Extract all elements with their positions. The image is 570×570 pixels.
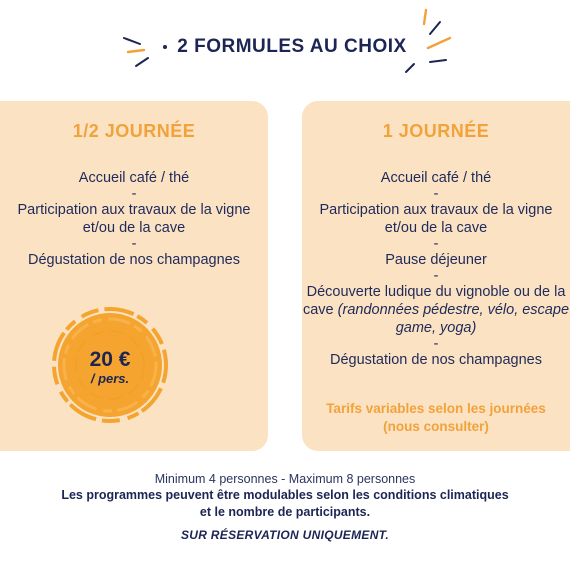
full-day-card — [302, 101, 570, 451]
price-unit: / pers. — [90, 371, 130, 386]
page-title — [0, 36, 570, 58]
half-day-program — [0, 169, 268, 269]
reservation-text: SUR RÉSERVATION UNIQUEMENT. — [180, 528, 390, 542]
full-day-program — [302, 169, 570, 369]
list-item-extra: (randonnées pédestre, vélo, escape game, yoga) — [337, 302, 570, 336]
price-label — [50, 349, 170, 387]
list-item-text: Découverte ludique du vignoble ou de la cave — [302, 284, 566, 318]
group-size-text: Minimum 4 personnes - Maximum 8 personnes — [154, 472, 416, 486]
separator: - — [131, 186, 137, 202]
bullet-dot — [163, 45, 167, 49]
conditions-text: et le nombre de participants. — [199, 505, 371, 519]
footer — [0, 471, 570, 542]
pricing-note-line: Tarifs variables selon les journées — [326, 401, 546, 416]
list-item: Pause déjeuner — [385, 252, 487, 268]
half-day-card — [0, 101, 268, 451]
list-item: Dégustation de nos champagnes — [27, 252, 240, 268]
separator: - — [433, 268, 439, 284]
pricing-note — [302, 400, 570, 436]
page-title-text: 2 FORMULES AU CHOIX — [177, 36, 407, 57]
separator: - — [433, 186, 439, 202]
separator: - — [433, 336, 439, 352]
separator: - — [131, 236, 137, 252]
price-value: 20 € — [89, 348, 131, 371]
list-item: Participation aux travaux de la vigne et/ou de la cave — [319, 202, 553, 236]
list-item: Accueil café / thé — [78, 170, 190, 186]
half-day-title: 1/2 JOURNÉE — [72, 121, 196, 141]
separator: - — [433, 236, 439, 252]
list-item: Accueil café / thé — [380, 170, 492, 186]
list-item: Dégustation de nos champagnes — [329, 352, 542, 368]
pricing-note-line: (nous consulter) — [383, 419, 489, 434]
conditions-text: Les programmes peuvent être modulables selon les conditions climatiques — [61, 488, 509, 502]
full-day-title: 1 JOURNÉE — [382, 121, 490, 141]
list-item — [302, 283, 570, 337]
list-item: Participation aux travaux de la vigne et/ou de la cave — [17, 202, 251, 236]
